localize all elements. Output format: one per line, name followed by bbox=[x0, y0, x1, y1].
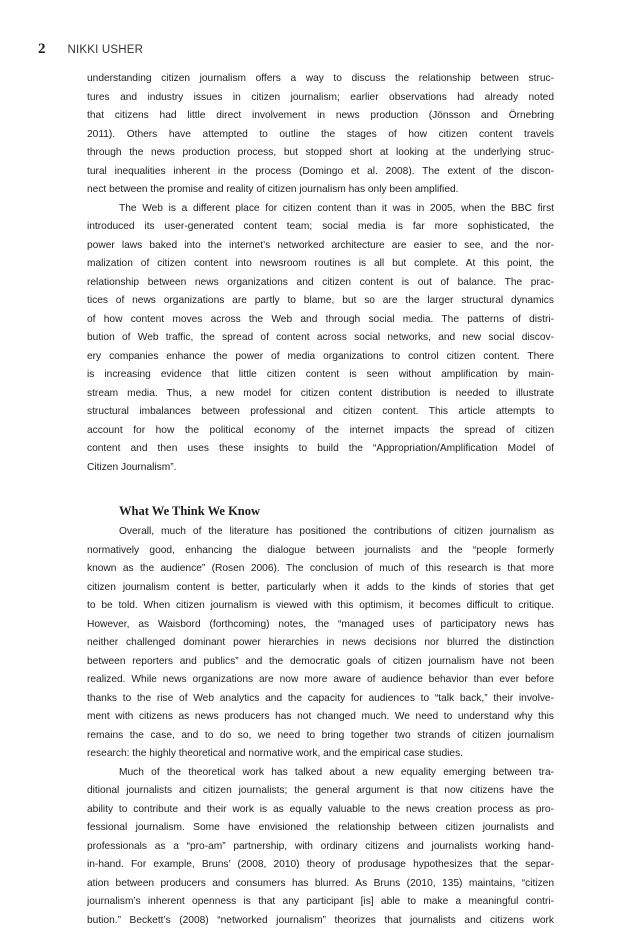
text-line: journalism’s inherent openness is that any participant [is] able to make a meaningful contri- bbox=[87, 893, 554, 912]
section-gap bbox=[87, 477, 554, 499]
text-line: However, as Waisbord (forthcoming) notes, the “managed uses of participatory news has bbox=[87, 616, 554, 635]
text-line: bution of Web traffic, the spread of content across social networks, and new social discov- bbox=[87, 329, 554, 348]
text-line: that citizens had little direct involvement in news production (Jönsson and Örnebring bbox=[87, 107, 554, 126]
text-line: ment with citizens as news producers has not changed much. We need to understand why this bbox=[87, 708, 554, 727]
page-header bbox=[38, 41, 143, 57]
text-line: realized. While news organizations are now more aware of audience behavior than ever before bbox=[87, 671, 554, 690]
text-line: relationship between news organizations and citizen content is out of balance. The prac- bbox=[87, 274, 554, 293]
page-number: 2 bbox=[38, 41, 46, 58]
text-line: introduced its user-generated content team; social media is far more sophisticated, the bbox=[87, 218, 554, 237]
text-line: ation between producers and consumers has blurred. As Bruns (2010, 135) maintains, “citizen bbox=[87, 875, 554, 894]
text-line: 2011). Others have attempted to outline the stages of how citizen content travels bbox=[87, 126, 554, 145]
paragraph-1 bbox=[87, 70, 554, 200]
text-line: of how content moves across the Web and through social media. The patterns of distri- bbox=[87, 311, 554, 330]
section-heading: What We Think We Know bbox=[87, 499, 554, 523]
text-line: in-hand. For example, Bruns’ (2008, 2010) theory of produsage hypothesizes that the separ- bbox=[87, 856, 554, 875]
text-line: remains the case, and to do so, we need to bring together two strands of citizen journalism bbox=[87, 727, 554, 746]
text-line: account for how the political economy of the internet impacts the spread of citizen bbox=[87, 422, 554, 441]
text-line: citizen journalism content is better, particularly when it adds to the kinds of stories that get bbox=[87, 579, 554, 598]
text-line: structural imbalances between professional and citizen content. This article attempts to bbox=[87, 403, 554, 422]
paragraph-4 bbox=[87, 764, 554, 930]
text-line: stream media. Thus, a new model for citizen content distribution is needed to illustrate bbox=[87, 385, 554, 404]
text-line: ery companies enhance the power of media organizations to control citizen content. There bbox=[87, 348, 554, 367]
text-line: between reporters and publics” and the democratic goals of citizen journalism have not been bbox=[87, 653, 554, 672]
text-line: is increasing evidence that little citizen content is seen without amplification by main- bbox=[87, 366, 554, 385]
text-line: The Web is a different place for citizen content than it was in 2005, when the BBC first bbox=[87, 200, 554, 219]
text-line: malization of citizen content into newsroom routines is all but complete. At this point, the bbox=[87, 255, 554, 274]
text-line: through the news production process, but stopped short at looking at the underlying struc- bbox=[87, 144, 554, 163]
text-line: tures and industry issues in citizen journalism; earlier observations had already noted bbox=[87, 89, 554, 108]
text-line: Citizen Journalism”. bbox=[87, 459, 554, 478]
body-text bbox=[87, 70, 554, 930]
text-line: nect between the promise and reality of citizen journalism has only been amplified. bbox=[87, 181, 554, 200]
text-line: ability to contribute and their work is as equally valuable to the news creation process as pro- bbox=[87, 801, 554, 820]
text-line: thanks to the rise of Web analytics and the capacity for audiences to “talk back,” their involve- bbox=[87, 690, 554, 709]
text-line: content and then uses these insights to build the “Appropriation/Amplification Model of bbox=[87, 440, 554, 459]
text-line: Overall, much of the literature has positioned the contributions of citizen journalism as bbox=[87, 523, 554, 542]
paragraph-2 bbox=[87, 200, 554, 478]
text-line: understanding citizen journalism offers a way to discuss the relationship between struc- bbox=[87, 70, 554, 89]
text-line: tices of news organizations are partly to blame, but so are the larger structural dynamics bbox=[87, 292, 554, 311]
text-line: fessional journalism. Some have envisioned the relationship between citizen journalists and bbox=[87, 819, 554, 838]
text-line: to be told. When citizen journalism is viewed with this optimism, it becomes difficult to critique. bbox=[87, 597, 554, 616]
running-head: NIKKI USHER bbox=[68, 44, 144, 56]
text-line: normatively good, enhancing the dialogue between journalists and the “people formerly bbox=[87, 542, 554, 561]
text-line: Much of the theoretical work has talked about a new equality emerging between tra- bbox=[87, 764, 554, 783]
paragraph-3 bbox=[87, 523, 554, 764]
text-line: neither challenged dominant power hierarchies in news decisions nor blurred the distinction bbox=[87, 634, 554, 653]
text-line: bution.” Beckett’s (2008) “networked journalism” theorizes that journalists and citizens work bbox=[87, 912, 554, 930]
text-line: research: the highly theoretical and normative work, and the empirical case studies. bbox=[87, 745, 554, 764]
text-line: known as the audience” (Rosen 2006). The conclusion of much of this research is that more bbox=[87, 560, 554, 579]
text-line: tural inequalities inherent in the process (Domingo et al. 2008). The extent of the discon- bbox=[87, 163, 554, 182]
text-line: ditional journalists and citizen journalists; the general argument is that now citizens have the bbox=[87, 782, 554, 801]
text-line: power laws baked into the internet’s networked architecture are easier to see, and the nor- bbox=[87, 237, 554, 256]
text-line: professionals as a “pro-am” partnership, with ordinary citizens and journalists working hand- bbox=[87, 838, 554, 857]
